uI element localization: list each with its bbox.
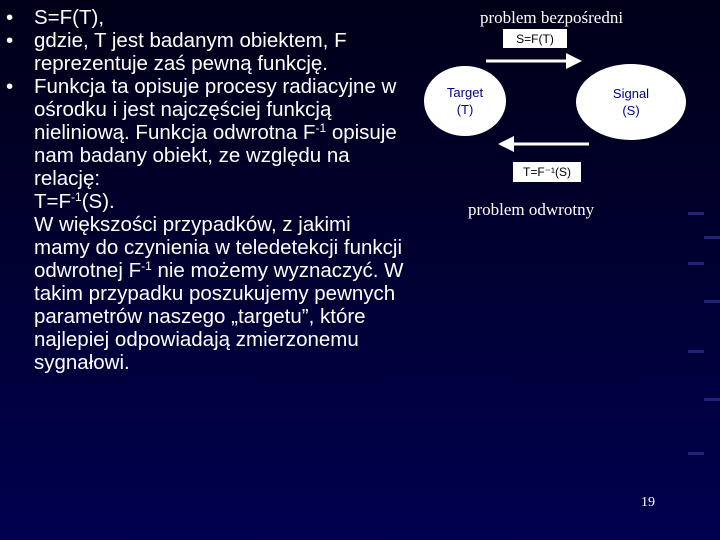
bullet-icon: • (6, 75, 14, 98)
signal-label: Signal (612, 86, 650, 101)
paragraph-text: nie możemy wyznaczyć. W takim przypadku poszukujemy pewnych parametrów naszego „targetu”, które najlepiej odpowiadają zmierzonemu sygnałowi. (34, 259, 404, 374)
bullet-text: S=F(T), (34, 6, 105, 29)
formula-text: T=F (34, 190, 72, 213)
inverse-arrowhead (498, 136, 514, 152)
forward-function-box: S=F(T) (503, 29, 567, 48)
superscript: -1 (71, 190, 82, 204)
forward-arrowhead (566, 53, 582, 69)
inverse-function-box: T=F⁻¹(S) (513, 162, 581, 182)
bullet-text: gdzie, T jest badanym obiektem, F reprezentuje zaś pewną funkcję. (34, 29, 347, 75)
direct-problem-label: problem bezpośredni (480, 8, 624, 27)
paragraph-text: W większości przypadków, z jakimi mamy do czynienia w teledetekcji funkcji odwrotnej F (34, 213, 403, 282)
bullet-icon: • (6, 29, 14, 52)
signal-symbol: (S) (622, 103, 640, 118)
target-symbol: (T) (456, 102, 474, 117)
target-label: Target (446, 85, 484, 100)
target-circle (424, 66, 506, 136)
superscript: -1 (141, 259, 152, 273)
bullet-text: Funkcja ta opisuje procesy radiacyjne w ośrodku i jest najczęściej funkcją nieliniową. Funkcja odwrotna F (34, 75, 397, 144)
bullet-icon: • (6, 6, 14, 29)
formula-text: (S). (81, 190, 115, 213)
bullet-text: opisuje nam badany obiekt, ze względu na relację: (34, 121, 397, 190)
page-number: 19 (641, 495, 655, 510)
inverse-problem-label: problem odwrotny (468, 200, 595, 219)
signal-circle (576, 64, 686, 140)
superscript: -1 (315, 121, 327, 135)
